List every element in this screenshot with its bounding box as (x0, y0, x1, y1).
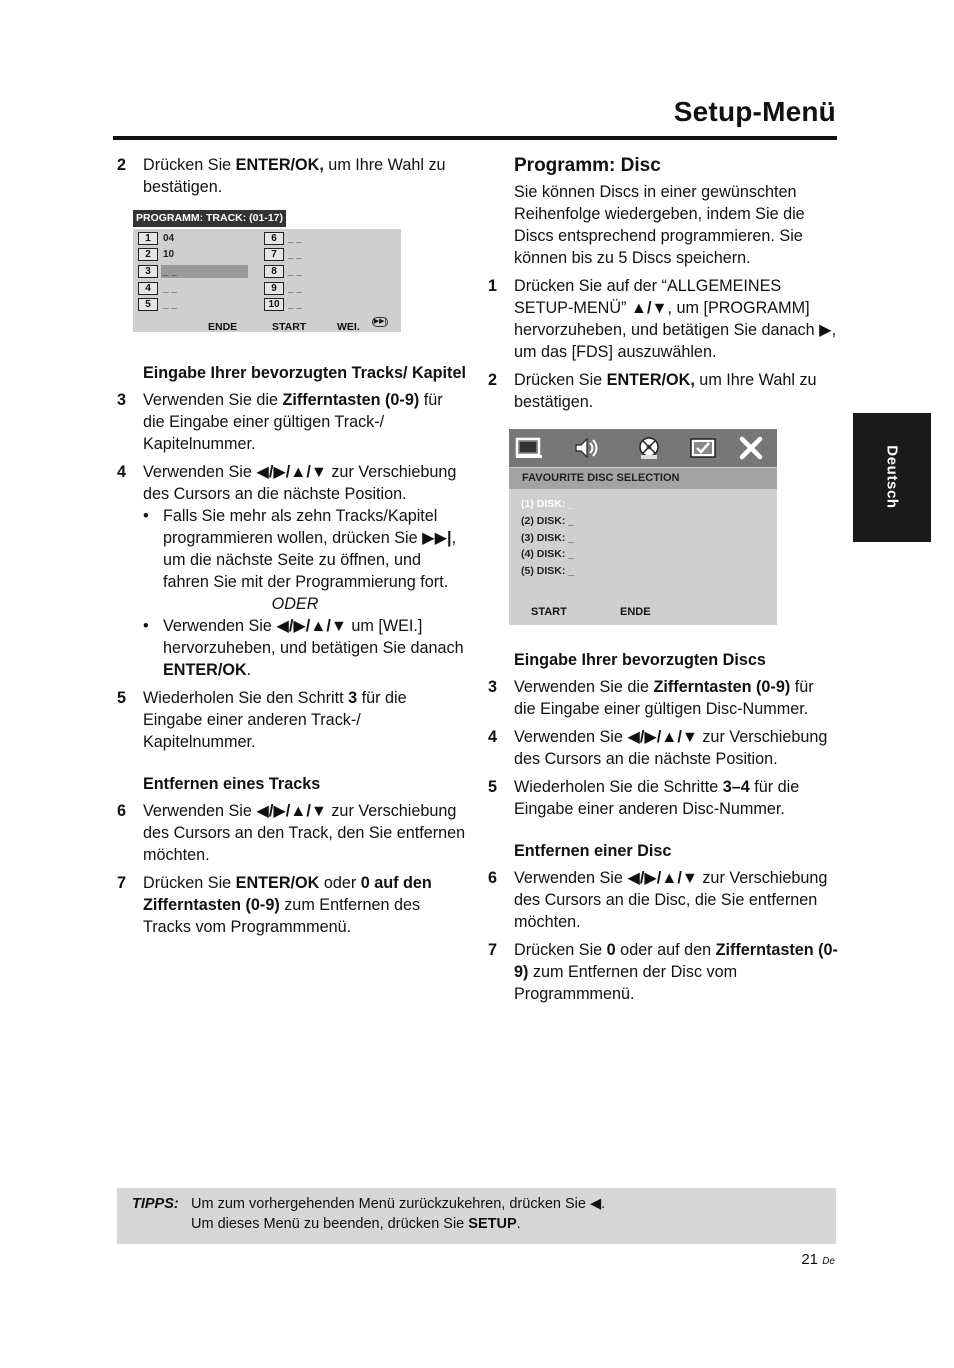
step-text: Verwenden Sie die (514, 678, 654, 696)
step-number: 5 (117, 689, 127, 707)
slot-value: _ _ (288, 283, 302, 294)
step-number: 6 (488, 869, 498, 887)
step-item (488, 867, 838, 933)
step-text: für die Eingabe einer gültigen Disc-Nummer. (514, 678, 814, 718)
step-text: für die Eingabe einer anderen Disc-Nummer. (514, 778, 800, 818)
up-down-keys-icon: ▲/▼ (630, 299, 668, 317)
page-language: De (822, 1256, 835, 1267)
slot-value: _ _ (288, 233, 302, 244)
disk-slot: (5) DISK: _ (521, 565, 575, 577)
track-program-body (133, 229, 401, 332)
step-key: Zifferntasten (0-9) (282, 391, 420, 409)
slot-number: 1 (138, 232, 158, 245)
tips-label: TIPPS: (132, 1196, 179, 1212)
step-key: ENTER/OK, (235, 156, 324, 174)
step-text: zur Verschiebung des Cursors an die nächste Position. (143, 463, 457, 503)
slot-number: 4 (138, 282, 158, 295)
language-tab (853, 413, 931, 542)
step-key: Zifferntasten (0-9) (514, 941, 838, 981)
sub-heading: Entfernen einer Disc (514, 842, 672, 860)
page-number-value: 21 (801, 1251, 819, 1268)
step-number: 6 (117, 802, 127, 820)
step-item (488, 939, 838, 1005)
bullet-text: , um die nächste Seite zu öffnen, und fahren Sie mit der Programmierung fort. (163, 529, 457, 591)
sub-heading: Eingabe Ihrer bevorzugten Discs (514, 651, 766, 669)
title-rule (113, 136, 837, 140)
step-item (117, 154, 467, 198)
slot-value: _ _ (288, 249, 302, 260)
step-key: ENTER/OK (235, 874, 320, 892)
tips-text: Um dieses Menü zu beenden, drücken Sie (191, 1216, 469, 1232)
step-item (488, 726, 838, 770)
step-text: zur Verschiebung des Cursors an die nächste Position. (514, 728, 828, 768)
step-text: für die Eingabe einer anderen Track-/ Kapitelnummer. (143, 689, 407, 751)
step-item (117, 389, 467, 455)
step-text: oder auf den (615, 941, 716, 959)
bullet-text: um [WEI.] hervorzuheben, und betätigen Sie danach (163, 617, 464, 657)
slot-value: _ _ (163, 283, 177, 294)
step-text: zum Entfernen der Disc vom Programmmenü. (514, 963, 738, 1003)
disk-slot: (3) DISK: _ (521, 532, 575, 544)
track-program-title: PROGRAMM: TRACK: (01-17) (133, 210, 286, 227)
slot-value: _ _ (163, 266, 177, 277)
page-number (801, 1251, 835, 1268)
tips-text: . (516, 1216, 521, 1232)
slot-number: 5 (138, 298, 158, 311)
step-number: 4 (488, 728, 498, 746)
arrow-keys-icon: ◀/▶/▲/▼ (256, 463, 327, 481)
bullet-dot: • (143, 617, 149, 635)
step-key: 3–4 (722, 778, 750, 796)
slot-number: 7 (264, 248, 284, 261)
step-key: 0 (606, 941, 616, 959)
tips-line (191, 1194, 605, 1214)
tips-line (191, 1214, 605, 1234)
slot-value: 10 (163, 249, 175, 260)
step-item (488, 776, 838, 820)
disc-selection-screen (509, 429, 777, 625)
step-text: Verwenden Sie (514, 869, 628, 887)
language-tab-label: Deutsch (883, 445, 901, 509)
page-title: Setup-Menü (673, 96, 836, 127)
disk-slot: (4) DISK: _ (521, 548, 575, 560)
tv-icon (515, 436, 543, 460)
step-text: Drücken Sie (514, 371, 607, 389)
step-number: 1 (488, 277, 498, 295)
next-option: WEI. (337, 321, 360, 333)
step-text: um Ihre Wahl zu bestätigen. (143, 156, 446, 196)
bullet-item (143, 615, 467, 681)
disc-icon (635, 436, 663, 460)
step-item (488, 676, 838, 720)
step-key: ENTER/OK (163, 661, 247, 679)
slot-number: 3 (138, 265, 158, 278)
arrow-keys-icon: ◀/▶/▲/▼ (276, 617, 347, 635)
right-column (488, 154, 838, 1011)
step-text: für die Eingabe einer gültigen Track-/ Kapitelnummer. (143, 391, 443, 453)
slot-value: _ _ (288, 266, 302, 277)
tips-text: . (601, 1196, 606, 1212)
step-text: zur Verschiebung des Cursors an den Track, den Sie entfernen möchten. (143, 802, 466, 864)
step-item (488, 369, 838, 413)
step-number: 2 (117, 156, 127, 174)
step-number: 2 (488, 371, 498, 389)
step-key: ENTER/OK, (606, 371, 695, 389)
slot-value: _ _ (163, 299, 177, 310)
bullet-dot: • (143, 507, 149, 525)
step-text: Drücken Sie (143, 874, 236, 892)
arrow-keys-icon: ◀/▶/▲/▼ (627, 869, 698, 887)
step-item (117, 461, 467, 681)
left-column (117, 154, 467, 944)
slot-value: _ _ (288, 299, 302, 310)
step-key: 3 (348, 689, 358, 707)
step-text: um Ihre Wahl zu bestätigen. (514, 371, 817, 411)
slot-number: 10 (264, 298, 284, 311)
step-text: Wiederholen Sie die Schritte (514, 778, 723, 796)
step-text: Verwenden Sie (143, 463, 257, 481)
setup-icon-bar (509, 429, 777, 467)
bullet-text: . (246, 661, 252, 679)
step-number: 4 (117, 463, 127, 481)
arrow-keys-icon: ◀/▶/▲/▼ (256, 802, 327, 820)
tips-box (117, 1188, 836, 1244)
step-text: Drücken Sie (143, 156, 236, 174)
sub-heading: Entfernen eines Tracks (143, 775, 321, 793)
step-text: , um [PROGRAMM] hervorzuheben, und betätigen Sie danach (514, 299, 820, 339)
audio-icon (573, 436, 601, 460)
step-number: 5 (488, 778, 498, 796)
end-option: ENDE (208, 321, 238, 333)
next-key-icon: ▶▶| (422, 529, 452, 547)
start-option: START (272, 321, 307, 333)
step-number: 3 (117, 391, 127, 409)
arrow-keys-icon: ◀/▶/▲/▼ (627, 728, 698, 746)
sub-heading: Eingabe Ihrer bevorzugten Tracks/ Kapitel (143, 364, 466, 382)
step-key: 0 auf den Zifferntasten (0-9) (143, 874, 432, 914)
next-page-icon: ▶▶| (373, 318, 387, 325)
setup-key: SETUP (468, 1216, 517, 1232)
slot-number: 6 (264, 232, 284, 245)
step-number: 3 (488, 678, 498, 696)
slot-number: 8 (264, 265, 284, 278)
bullet-text: Falls Sie mehr als zehn Tracks/Kapitel programmieren wollen, drücken Sie (163, 507, 438, 547)
step-text: Drücken Sie auf der “ALLGEMEINES SETUP-MENÜ” (514, 277, 782, 317)
step-item (488, 275, 838, 363)
tips-lines (191, 1194, 605, 1234)
section-heading: Programm: Disc (514, 155, 661, 176)
bullet-text: Verwenden Sie (163, 617, 277, 635)
step-item (117, 800, 467, 866)
slot-number: 9 (264, 282, 284, 295)
disc-selection-header: FAVOURITE DISC SELECTION (509, 468, 777, 489)
left-key-icon: ◀ (589, 1196, 602, 1212)
step-number: 7 (117, 874, 127, 892)
step-key: Zifferntasten (0-9) (653, 678, 791, 696)
disk-slot: (1) DISK: _ (521, 498, 575, 510)
intro-paragraph: Sie können Discs in einer gewünschten Reihenfolge wiedergeben, indem Sie die Discs entsprechend programmieren. Sie können bis zu 5 Discs speichern. (514, 183, 805, 267)
disk-slot: (2) DISK: _ (521, 515, 575, 527)
right-key-icon: ▶ (819, 321, 832, 339)
step-text: Verwenden Sie (514, 728, 628, 746)
exit-icon (737, 436, 765, 460)
step-text: Verwenden Sie (143, 802, 257, 820)
start-option: START (531, 606, 567, 618)
slot-value: 04 (163, 233, 175, 244)
step-text: zum Entfernen des Tracks vom Programmmenü. (143, 896, 421, 936)
tips-text: Um zum vorhergehenden Menü zurückzukehren, drücken Sie (191, 1196, 590, 1212)
end-option: ENDE (620, 606, 651, 618)
slot-number: 2 (138, 248, 158, 261)
step-text: Verwenden Sie die (143, 391, 283, 409)
preference-icon (689, 436, 717, 460)
track-program-screen (133, 210, 401, 334)
step-item (117, 872, 467, 938)
step-text: Wiederholen Sie den Schritt (143, 689, 349, 707)
step-item (117, 687, 467, 753)
step-text: zur Verschiebung des Cursors an die Disc, die Sie entfernen möchten. (514, 869, 828, 931)
step-number: 7 (488, 941, 498, 959)
step-text: Drücken Sie (514, 941, 607, 959)
bullet-item (143, 505, 467, 593)
oder-separator: ODER (271, 595, 319, 613)
step-text: , um das [FDS] auszuwählen. (514, 321, 837, 361)
step-text: oder (319, 874, 361, 892)
